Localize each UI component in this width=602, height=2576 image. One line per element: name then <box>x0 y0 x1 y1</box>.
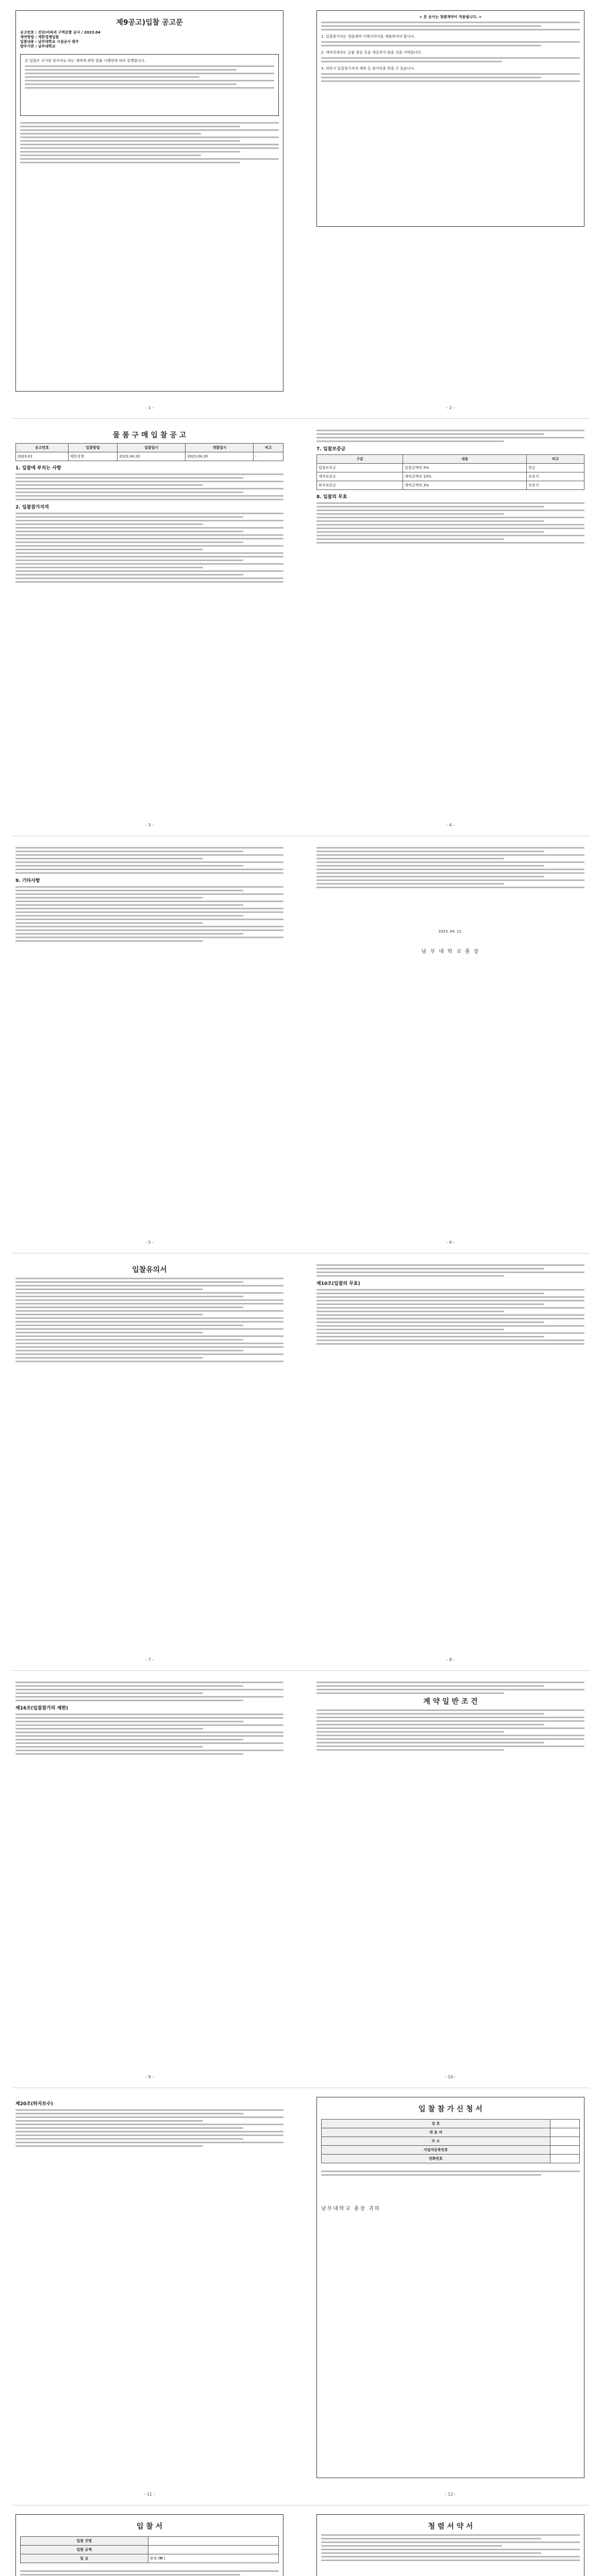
page-title: 입 찰 참 가 신 청 서 <box>419 2105 482 2113</box>
table-header: 내용 <box>403 455 527 464</box>
table-cell: 제한경쟁 <box>68 452 118 461</box>
table-header: 공고번호 <box>16 444 69 452</box>
integrity-item: 1. 입찰참가자는 청렴계약 이행서약서를 제출하여야 합니다. <box>321 35 415 39</box>
form-label: 대 표 자 <box>322 2128 550 2137</box>
integrity-item: 3. 위반시 입찰참가자격 제한 등 불이익을 받을 수 있습니다. <box>321 66 415 71</box>
table-header: 비고 <box>527 455 584 464</box>
form-label: 일 금 <box>21 2554 148 2563</box>
bullet-item: 발주기관 : 남부대학교 <box>20 44 56 48</box>
page-number: - 2 - <box>446 405 455 410</box>
form-field <box>148 2537 278 2546</box>
page-number: - 5 - <box>145 1240 154 1245</box>
table-cell: 계약금액의 10% <box>403 472 527 481</box>
section-heading: 제10조(입찰의 무효) <box>316 1281 360 1286</box>
integrity-item: 2. 계약상대자는 금품 향응 등을 제공하지 않을 것을 서약합니다. <box>321 50 422 55</box>
page-13 <box>15 2514 283 2576</box>
page-9 <box>15 1680 283 2081</box>
section-heading: 8. 입찰의 무효 <box>316 495 347 500</box>
section-heading: 제20조(하자보수) <box>15 2102 53 2107</box>
table-cell: 2023-01 <box>16 452 69 461</box>
table-header: 입찰방법 <box>68 444 118 452</box>
notice-box <box>20 54 279 116</box>
bid-table <box>15 443 283 461</box>
page-8 <box>316 1262 584 1664</box>
page-number: - 1 - <box>145 405 154 410</box>
form-field <box>550 2120 579 2128</box>
section-heading: 제16조(입찰참가의 제한) <box>15 1706 69 1711</box>
table-header: 비고 <box>254 444 283 452</box>
page-10 <box>316 1680 584 2081</box>
page-number: - 8 - <box>446 1657 455 1662</box>
integrity-heading: < 본 공사는 청렴계약이 적용됩니다. > <box>419 15 482 19</box>
form-field <box>550 2146 579 2155</box>
form-label: 입찰 건명 <box>21 2537 148 2546</box>
page-2 <box>316 10 584 412</box>
page-title: 입 찰 서 <box>136 2522 163 2531</box>
page-title: 물 품 구 매 입 찰 공 고 <box>112 431 187 439</box>
page-3 <box>15 428 283 829</box>
table-cell: 하자보증금 <box>317 481 403 490</box>
form-label: 주 소 <box>322 2137 550 2146</box>
page-number: - 9 - <box>145 2075 154 2079</box>
bullet-item: 입찰내용 : 남부대학교 시설공사 발주 <box>20 40 79 44</box>
page-title: 계 약 일 반 조 건 <box>423 1698 478 1706</box>
table-cell: 2023.04.20 <box>186 452 254 461</box>
page-number: - 4 - <box>446 823 455 827</box>
page-title: 입찰유의서 <box>132 1266 167 1274</box>
page-4 <box>316 428 584 829</box>
form-field <box>148 2546 278 2554</box>
form-label: 전화번호 <box>322 2155 550 2163</box>
table-cell: - <box>254 452 283 461</box>
table-cell: 계약금액의 3% <box>403 481 527 490</box>
page-number: - 10 - <box>445 2075 456 2079</box>
section-heading: 7. 입찰보증금 <box>316 447 346 452</box>
notice-date: 2023. 04. 11. <box>438 929 463 934</box>
table-cell: 입찰보증금 <box>317 464 403 472</box>
page-number: - 7 - <box>145 1657 154 1662</box>
page-1 <box>15 10 283 412</box>
page-number: - 12 - <box>445 2492 456 2497</box>
bid-form <box>20 2536 279 2563</box>
table-cell: 보증서 <box>527 472 584 481</box>
recipient-line: 남부대학교 총장 귀하 <box>321 2206 381 2212</box>
table-cell: 보증서 <box>527 481 584 490</box>
form-field: 원정 (₩ ) <box>148 2554 278 2563</box>
bullet-item: 공고번호 : 진단/비파괴 구역분할 공사 / 2023.04 <box>20 30 101 35</box>
application-form <box>321 2119 580 2163</box>
table-cell: 현금 <box>527 464 584 472</box>
form-label: 사업자등록번호 <box>322 2146 550 2155</box>
deposit-table <box>316 454 584 490</box>
page-5 <box>15 845 283 1247</box>
issuer-name: 남 부 대 학 교 총 장 <box>421 949 480 955</box>
page-11 <box>15 2097 283 2499</box>
page-7 <box>15 1262 283 1664</box>
table-cell: 입찰금액의 5% <box>403 464 527 472</box>
section-heading: 1. 입찰에 부치는 사항 <box>15 466 61 471</box>
table-header: 입찰일시 <box>118 444 186 452</box>
form-field <box>550 2155 579 2163</box>
form-label: 상 호 <box>322 2120 550 2128</box>
page-title: 청 렴 서 약 서 <box>428 2522 473 2531</box>
page-title: 제9공고)입찰 공고문 <box>116 19 183 27</box>
form-label: 입찰 금액 <box>21 2546 148 2554</box>
page-number: - 3 - <box>145 823 154 827</box>
table-header: 개찰일시 <box>186 444 254 452</box>
page-6 <box>316 845 584 1247</box>
table-cell: 2023.04.20 <box>118 452 186 461</box>
form-field <box>550 2128 579 2137</box>
notice-text: 본 입찰은 국가를 당사자로 하는 계약에 관한 법률 시행령에 따라 집행합니다. <box>25 59 146 63</box>
page-number: - 11 - <box>144 2492 155 2497</box>
page-14 <box>316 2514 584 2576</box>
section-heading: 9. 기타사항 <box>15 878 40 884</box>
form-field <box>550 2137 579 2146</box>
bullet-item: 계약방법 : 제한경쟁입찰 <box>20 35 59 39</box>
page-12 <box>316 2097 584 2499</box>
table-header: 구분 <box>317 455 403 464</box>
section-heading: 2. 입찰참가자격 <box>15 505 49 510</box>
page-number: - 6 - <box>446 1240 455 1245</box>
table-cell: 계약보증금 <box>317 472 403 481</box>
